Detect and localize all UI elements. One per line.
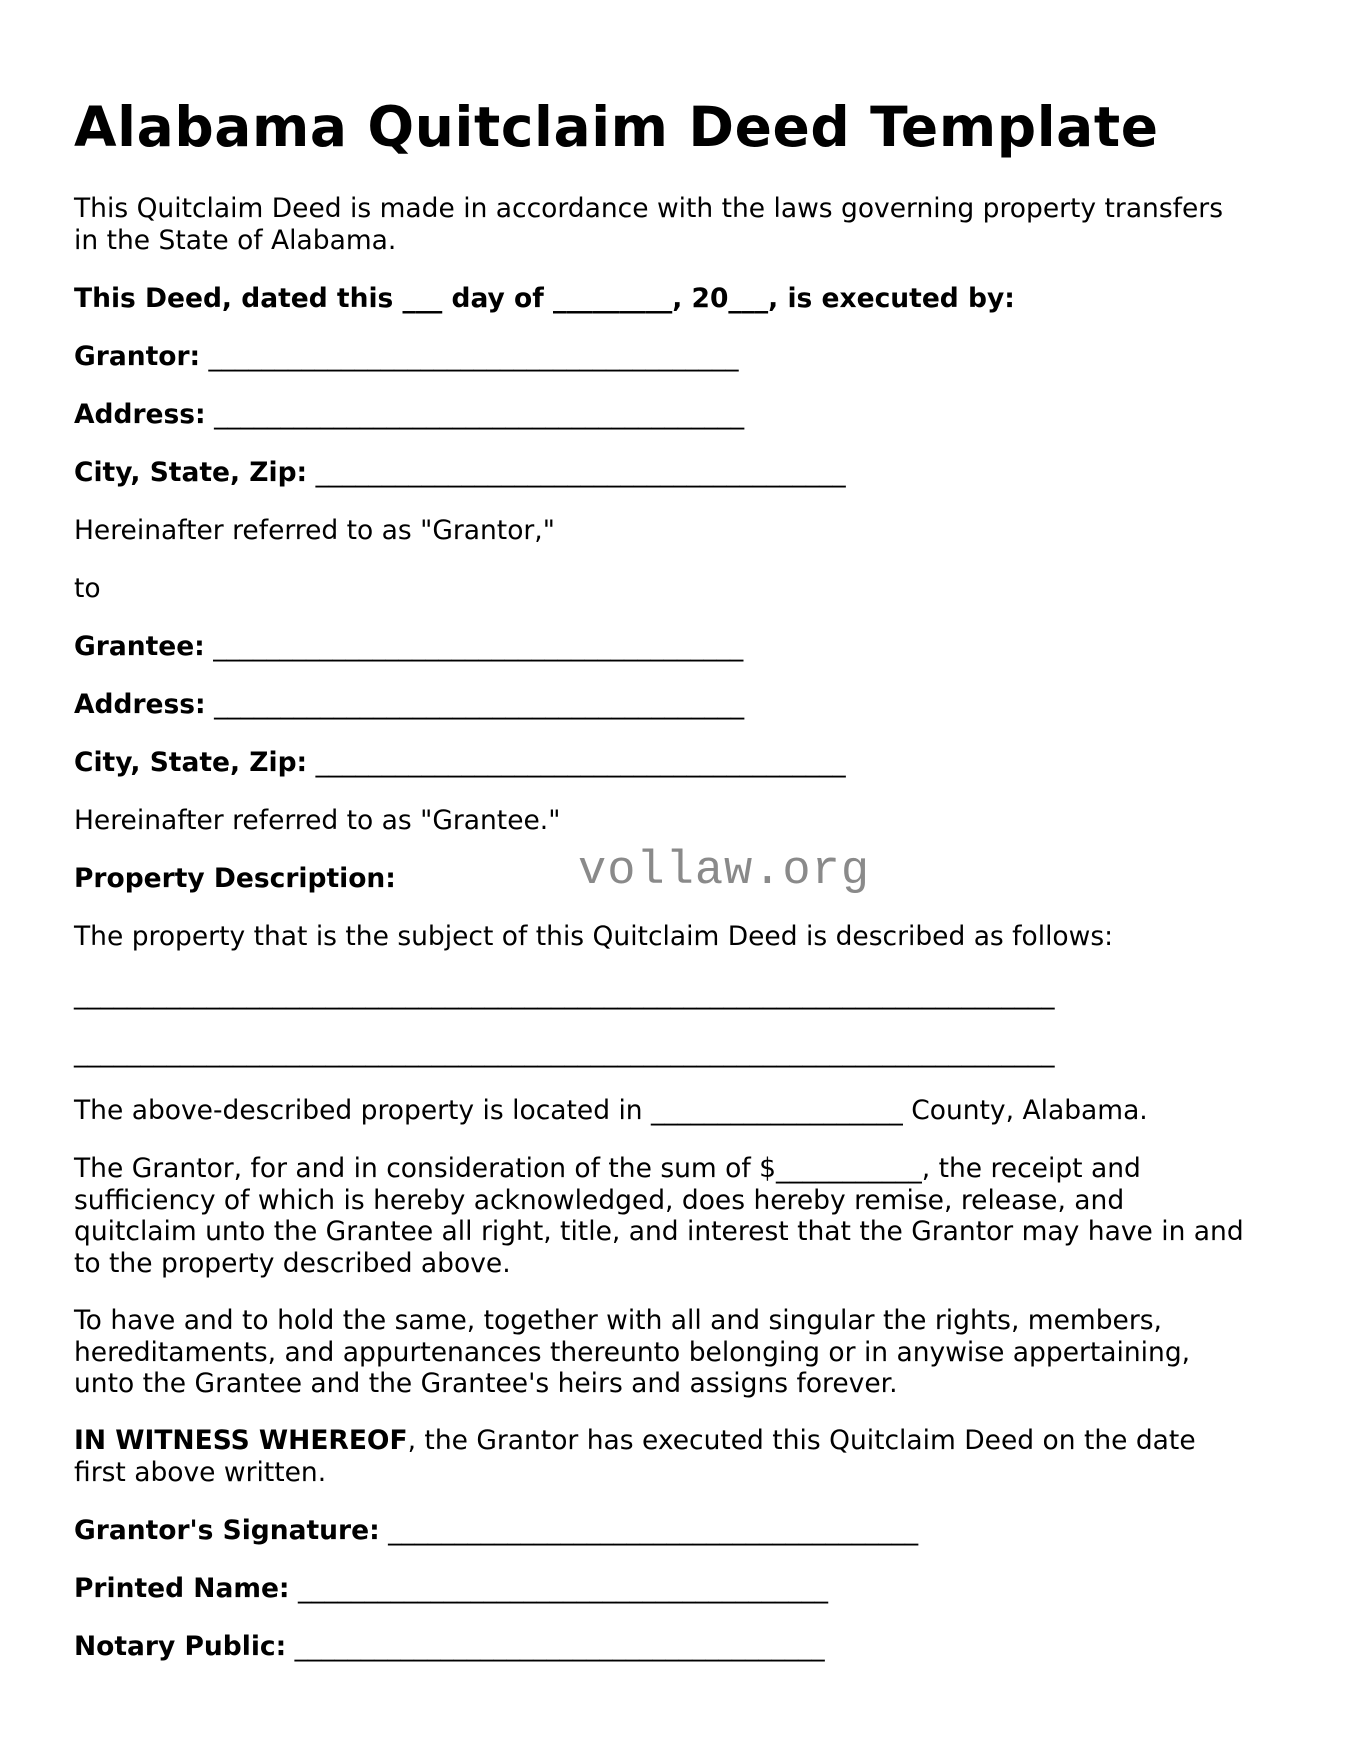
notary-public-blank[interactable]: ________________________________________ xyxy=(294,1631,825,1662)
page-title: Alabama Quitclaim Deed Template xyxy=(74,95,1159,159)
property-description-text: The property that is the subject of this Quitclaim Deed is described as follows: xyxy=(74,921,1114,952)
grantor-address-row xyxy=(74,399,744,431)
county-suffix: County, Alabama. xyxy=(911,1095,1148,1126)
grantor-referred-text: Hereinafter referred to as "Grantor," xyxy=(74,515,555,546)
intro-paragraph: This Quitclaim Deed is made in accordance with the laws governing property transfers in the State of Alabama. xyxy=(74,193,1223,256)
printed-name-blank[interactable]: ________________________________________ xyxy=(297,1573,828,1604)
grantee-address-label: Address: xyxy=(74,689,206,720)
county-blank[interactable]: ___________________ xyxy=(651,1095,903,1126)
consideration-rest: , the receipt and sufficiency of which is hereby acknowledged, does hereby remise, release, and quitclaim unto the Grantee all right, title, and interest that the Grantor may have in and to the property described above. xyxy=(74,1153,1244,1279)
dated-line: This Deed, dated this ___ day of _________, 20___, is executed by: xyxy=(74,283,1015,314)
grantee-csz-label: City, State, Zip: xyxy=(74,747,308,778)
county-prefix: The above-described property is located in xyxy=(74,1095,643,1126)
property-description-label: Property Description: xyxy=(74,863,396,894)
grantor-address-blank[interactable]: ________________________________________ xyxy=(214,399,745,430)
grantor-city-state-zip-row xyxy=(74,457,846,489)
property-blank-line-2[interactable]: __________________________________________________________________________ xyxy=(74,1037,1055,1068)
grantor-signature-blank[interactable]: ________________________________________ xyxy=(388,1515,919,1546)
notary-public-label: Notary Public: xyxy=(74,1631,287,1662)
habendum-paragraph: To have and to hold the same, together with all and singular the rights, members, hereditaments, and appurtenances thereunto belonging or in anywise appertaining, unto the Grantee and the Grantee's heirs and assigns forever. xyxy=(74,1305,1191,1399)
grantee-address-blank[interactable]: ________________________________________ xyxy=(214,689,745,720)
grantee-csz-blank[interactable]: ________________________________________ xyxy=(315,747,846,778)
grantor-signature-label: Grantor's Signature: xyxy=(74,1515,380,1546)
consideration-amount-blank[interactable]: ___________ xyxy=(775,1153,922,1184)
grantee-referred-text: Hereinafter referred to as "Grantee." xyxy=(74,805,561,836)
notary-public-row xyxy=(74,1631,825,1663)
grantor-csz-blank[interactable]: ________________________________________ xyxy=(315,457,846,488)
grantor-name-blank[interactable]: ________________________________________ xyxy=(208,341,739,372)
property-blank-line-1[interactable]: __________________________________________________________________________ xyxy=(74,979,1055,1010)
printed-name-label: Printed Name: xyxy=(74,1573,290,1604)
county-row xyxy=(74,1095,1148,1127)
to-text: to xyxy=(74,573,101,604)
witness-paragraph xyxy=(74,1425,1254,1488)
printed-name-row xyxy=(74,1573,828,1605)
watermark-text: vollaw.org xyxy=(578,845,871,898)
grantee-name-label: Grantee: xyxy=(74,631,205,662)
grantee-city-state-zip-row xyxy=(74,747,846,779)
grantee-name-row xyxy=(74,631,743,663)
consideration-paragraph xyxy=(74,1153,1254,1279)
grantee-address-row xyxy=(74,689,744,721)
witness-bold: IN WITNESS WHEREOF xyxy=(74,1425,408,1456)
grantor-name-row xyxy=(74,341,739,373)
grantor-signature-row xyxy=(74,1515,918,1547)
grantee-name-blank[interactable]: ________________________________________ xyxy=(213,631,744,662)
grantor-csz-label: City, State, Zip: xyxy=(74,457,308,488)
consideration-prefix: The Grantor, for and in consideration of the sum of $ xyxy=(74,1153,776,1184)
witness-rest: , the Grantor has executed this Quitclaim Deed on the date first above written. xyxy=(74,1425,1196,1488)
grantor-address-label: Address: xyxy=(74,399,206,430)
grantor-name-label: Grantor: xyxy=(74,341,201,372)
